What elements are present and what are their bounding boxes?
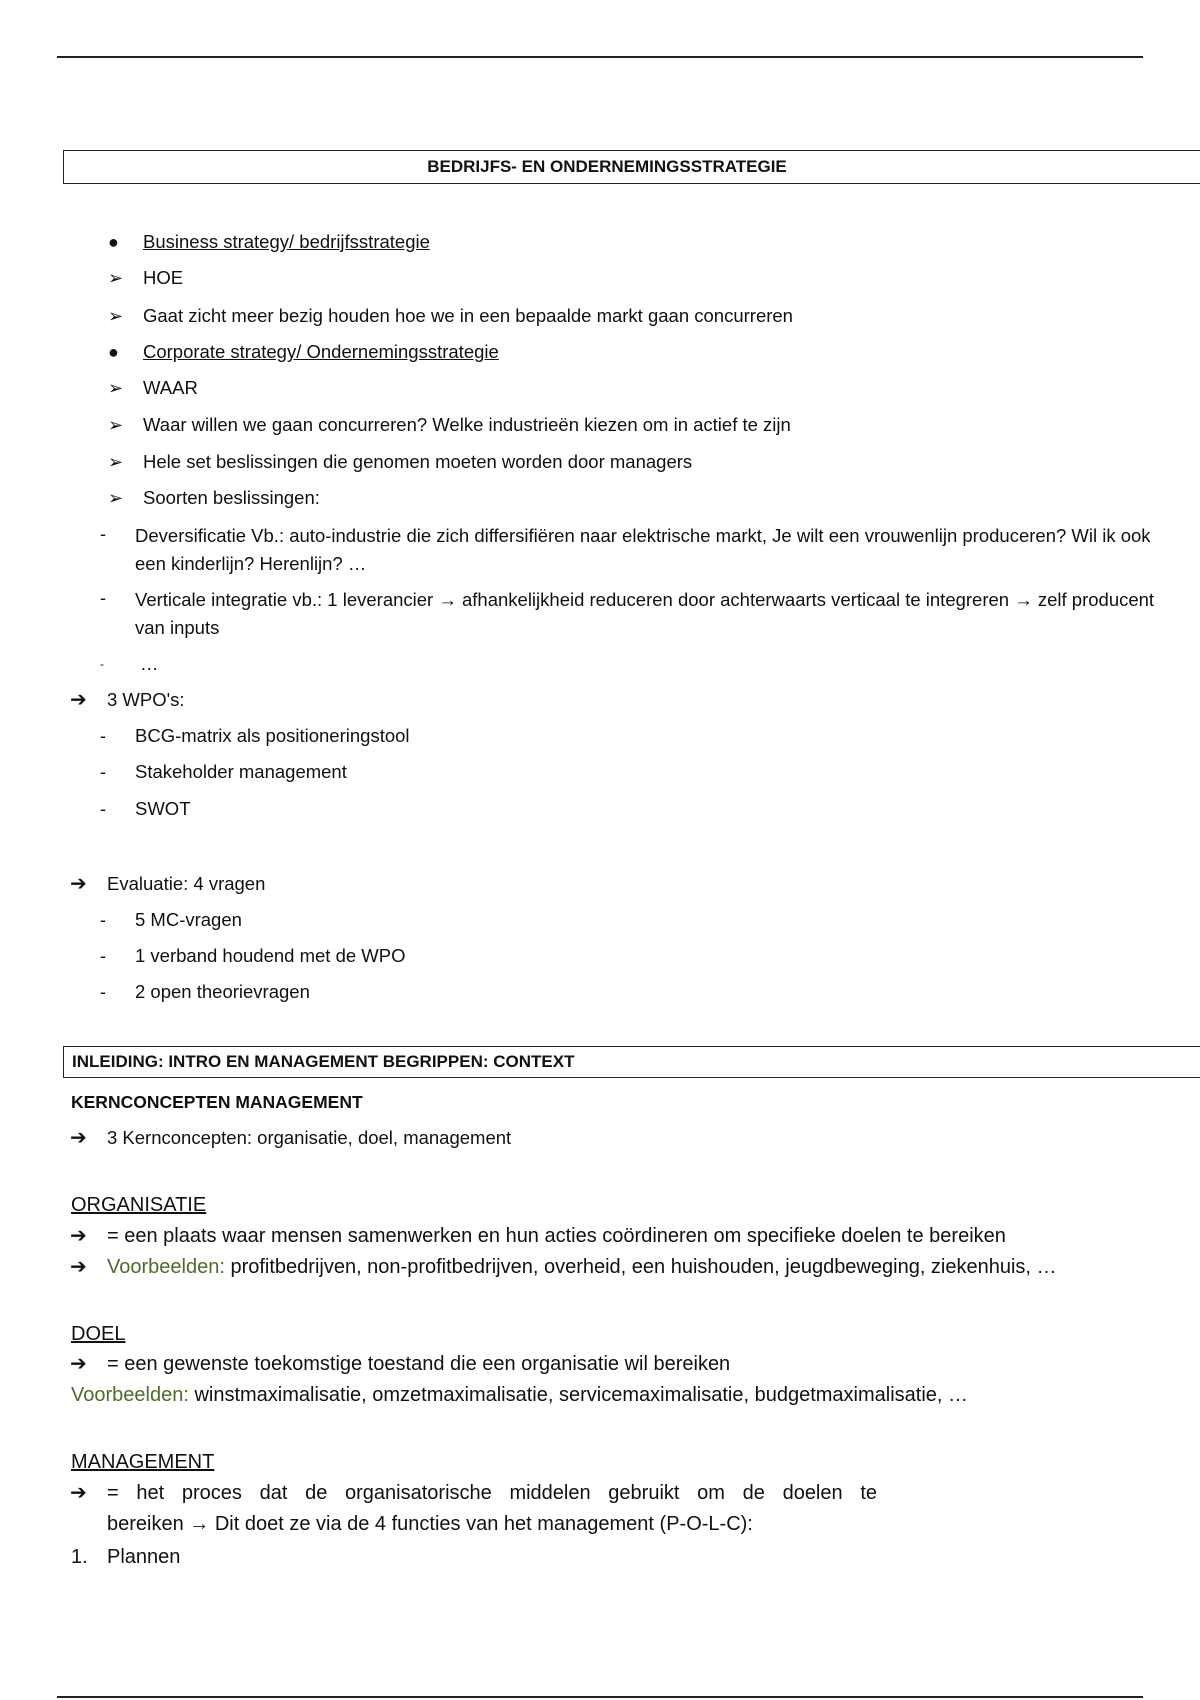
hoe-label: HOE bbox=[143, 267, 184, 288]
core-concepts-heading: KERNCONCEPTEN MANAGEMENT bbox=[71, 1092, 363, 1112]
bullet-icon: ● bbox=[108, 232, 119, 252]
dash-bullet-icon: - bbox=[100, 762, 106, 782]
doel-definition: = een gewenste toekomstige toestand die een organisatie wil bereiken bbox=[107, 1353, 731, 1375]
organisatie-examples bbox=[107, 1255, 1057, 1279]
wpo-item: SWOT bbox=[135, 798, 191, 819]
arrow-icon: ➔ bbox=[70, 1256, 87, 1278]
management-heading: MANAGEMENT bbox=[71, 1451, 215, 1473]
dash-bullet-icon: - bbox=[100, 910, 106, 930]
dash-bullet-icon: - bbox=[100, 524, 106, 544]
core-concepts-line: 3 Kernconcepten: organisatie, doel, management bbox=[107, 1127, 512, 1148]
arrowhead-bullet-icon: ➢ bbox=[108, 415, 124, 435]
management-definition-line2: bereiken → Dit doet ze via de 4 functies van het management (P-O-L-C): bbox=[107, 1513, 753, 1535]
wpo-item: Stakeholder management bbox=[135, 761, 347, 782]
examples-text: profitbedrijven, non-profitbedrijven, overheid, een huishouden, jeugdbeweging, ziekenhuis, … bbox=[224, 1256, 1057, 1278]
arrow-icon: ➔ bbox=[70, 1127, 87, 1149]
arrow-icon: ➔ bbox=[70, 689, 87, 711]
dash-bullet-icon: - bbox=[100, 946, 106, 966]
wpo-item: BCG-matrix als positioneringstool bbox=[135, 725, 410, 746]
evaluation-item: 5 MC-vragen bbox=[135, 909, 242, 930]
footer-rule bbox=[57, 1696, 1143, 1698]
business-strategy-heading: Business strategy/ bedrijfsstrategie bbox=[143, 231, 430, 252]
arrowhead-bullet-icon: ➢ bbox=[108, 306, 124, 326]
section-title-box bbox=[63, 150, 1200, 184]
evaluation-label: Evaluatie: 4 vragen bbox=[107, 873, 266, 894]
list-number: 1. bbox=[71, 1546, 88, 1568]
diversification-item: Deversificatie Vb.: auto-industrie die zich differsifiëren naar elektrische markt, Je wilt een vrouwenlijn produceren? Wil ik ook een kinderlijn? Herenlijn? … bbox=[135, 525, 1151, 574]
dash-bullet-icon: - bbox=[100, 588, 106, 608]
waar-label: WAAR bbox=[143, 377, 198, 398]
bullet-icon: ● bbox=[108, 342, 119, 362]
examples-text: winstmaximalisatie, omzetmaximalisatie, servicemaximalisatie, budgetmaximalisatie, … bbox=[188, 1384, 969, 1406]
ellipsis-item: … bbox=[140, 653, 159, 674]
header-rule bbox=[57, 56, 1143, 58]
arrow-icon: ➔ bbox=[70, 873, 87, 895]
corporate-strategy-question: Waar willen we gaan concurreren? Welke industrieën kiezen om in actief te zijn bbox=[143, 414, 791, 435]
arrowhead-bullet-icon: ➢ bbox=[108, 488, 124, 508]
doel-examples bbox=[71, 1383, 968, 1407]
arrow-icon: ➔ bbox=[70, 1225, 87, 1247]
arrowhead-bullet-icon: ➢ bbox=[108, 378, 124, 398]
evaluation-item: 2 open theorievragen bbox=[135, 981, 310, 1002]
arrowhead-bullet-icon: ➢ bbox=[108, 452, 124, 472]
section-title: BEDRIJFS- EN ONDERNEMINGSSTRATEGIE bbox=[427, 157, 787, 176]
wpo-label: 3 WPO's: bbox=[107, 689, 185, 710]
business-strategy-desc: Gaat zicht meer bezig houden hoe we in een bepaalde markt gaan concurreren bbox=[143, 305, 793, 326]
arrow-icon: ➔ bbox=[70, 1482, 87, 1504]
section-title: INLEIDING: INTRO EN MANAGEMENT BEGRIPPEN: CONTEXT bbox=[72, 1052, 575, 1071]
section-title-box bbox=[63, 1046, 1200, 1078]
dash-bullet-icon: - bbox=[100, 657, 104, 671]
decision-types-label: Soorten beslissingen: bbox=[143, 487, 320, 508]
vertical-integration-item: Verticale integratie vb.: 1 leverancier → afhankelijkheid reduceren door achterwaarts verticaal te integreren → zelf producent van inputs bbox=[135, 589, 1155, 638]
examples-label: Voorbeelden: bbox=[107, 1256, 225, 1278]
dash-bullet-icon: - bbox=[100, 982, 106, 1002]
organisatie-definition: = een plaats waar mensen samenwerken en hun acties coördineren om specifieke doelen te bereiken bbox=[107, 1225, 1006, 1247]
decisions-line: Hele set beslissingen die genomen moeten worden door managers bbox=[143, 451, 693, 472]
management-definition-line1: = het proces dat de organisatorische middelen gebruikt om de doelen te bbox=[107, 1482, 877, 1504]
organisatie-heading: ORGANISATIE bbox=[71, 1194, 207, 1216]
examples-label: Voorbeelden: bbox=[71, 1384, 189, 1406]
dash-bullet-icon: - bbox=[100, 799, 106, 819]
evaluation-item: 1 verband houdend met de WPO bbox=[135, 945, 406, 966]
doel-heading: DOEL bbox=[71, 1323, 126, 1345]
corporate-strategy-heading: Corporate strategy/ Ondernemingsstrategie bbox=[143, 341, 499, 362]
arrow-icon: ➔ bbox=[70, 1353, 87, 1375]
management-item-plannen: Plannen bbox=[107, 1546, 181, 1568]
arrowhead-bullet-icon: ➢ bbox=[108, 268, 124, 288]
dash-bullet-icon: - bbox=[100, 726, 106, 746]
